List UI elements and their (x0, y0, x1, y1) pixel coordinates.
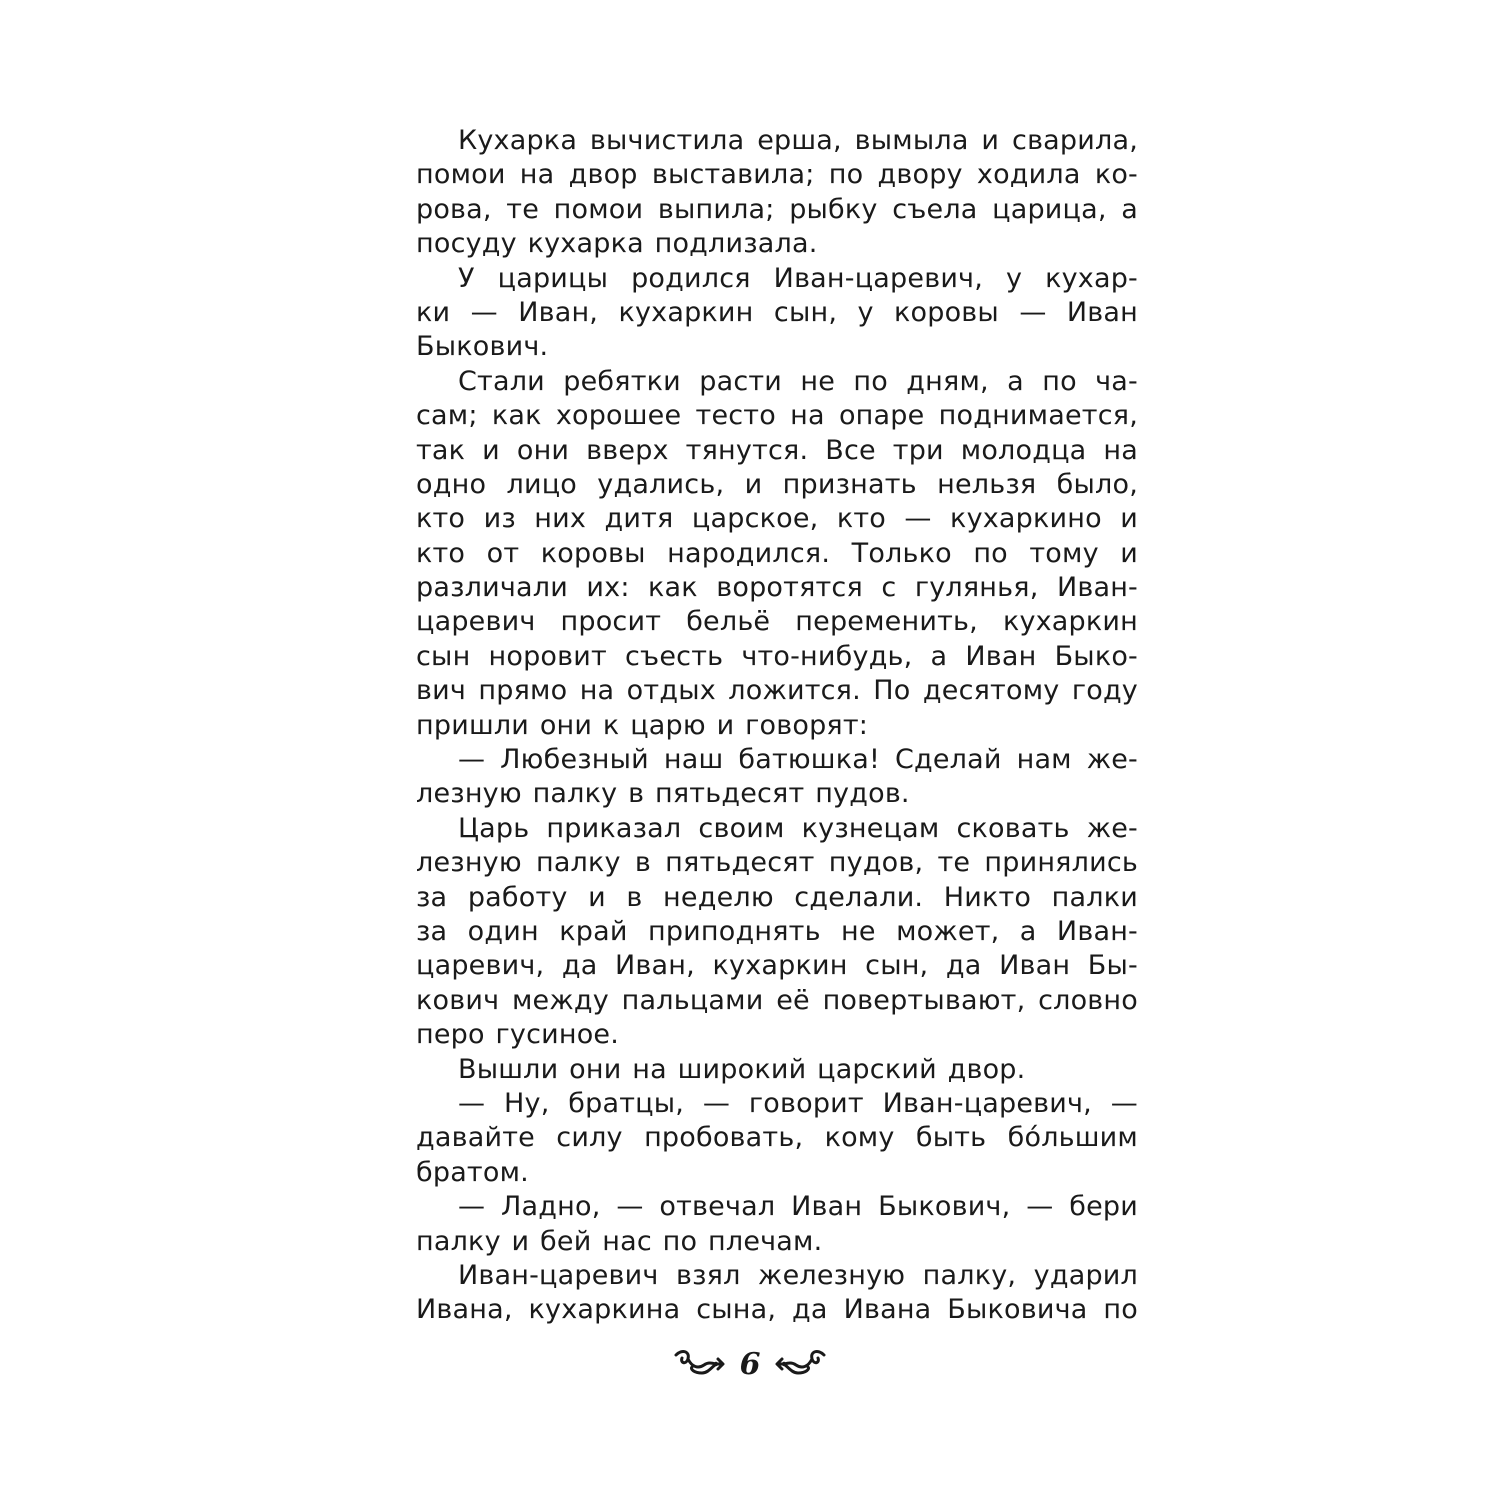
text-line: вич прямо на отдых ложится. По десятому году (416, 675, 1138, 707)
text-line: сын норовит съесть что-нибудь, а Иван Быко- (416, 640, 1138, 672)
text-line: лезную палку в пятьдесят пудов. (416, 778, 910, 810)
text-line: различали их: как воротятся с гулянья, Иван- (416, 572, 1138, 604)
text-line: рова, те помои выпила; рыбку съела царица, а (416, 193, 1138, 225)
right-ornament-icon (774, 1347, 828, 1381)
paragraph (416, 1259, 1138, 1328)
text-line: Ивана, кухаркина сына, да Ивана Быковича по (416, 1294, 1138, 1326)
text-line: одно лицо удались, и признать нельзя было, (416, 468, 1138, 500)
text-line: сам; как хорошее тесто на опаре поднимается, (416, 400, 1138, 432)
text-line: ки — Иван, кухаркин сын, у коровы — Иван (416, 296, 1138, 328)
text-line: кович между пальцами её повертывают, словно (416, 984, 1138, 1016)
text-line: посуду кухарка подлизала. (416, 228, 818, 260)
paragraph (416, 124, 1138, 262)
text-line: — Ладно, — отвечал Иван Быкович, — бери (458, 1191, 1138, 1223)
text-line: за один край приподнять не может, а Иван- (416, 915, 1138, 947)
page-text (416, 124, 1138, 1328)
paragraph (416, 365, 1138, 743)
text-line: кто из них дитя царское, кто — кухаркино и (416, 503, 1138, 535)
paragraph (416, 1053, 1138, 1087)
text-line: Стали ребятки расти не по дням, а по ча- (458, 365, 1138, 397)
page-footer (0, 1340, 1500, 1388)
text-line: братом. (416, 1156, 529, 1188)
text-line: перо гусиное. (416, 1019, 620, 1051)
text-line: Иван-царевич взял железную палку, ударил (458, 1259, 1138, 1291)
paragraph (416, 812, 1138, 1053)
text-line: царевич просит бельё переменить, кухаркин (416, 606, 1138, 638)
text-line: палку и бей нас по плечам. (416, 1225, 823, 1257)
text-line: так и они вверх тянутся. Все три молодца на (416, 434, 1138, 466)
text-line: давайте силу пробовать, кому быть бóльшим (416, 1122, 1138, 1154)
left-ornament-icon (672, 1347, 726, 1381)
text-line: пришли они к царю и говорят: (416, 709, 869, 741)
paragraph (416, 1190, 1138, 1259)
text-line: Царь приказал своим кузнецам сковать же- (458, 812, 1138, 844)
text-line: помои на двор выставила; по двору ходила ко- (416, 159, 1138, 191)
page-number: 6 (739, 1346, 761, 1382)
text-line: Кухарка вычистила ерша, вымыла и сварила, (458, 125, 1138, 156)
text-line: — Ну, братцы, — говорит Иван-царевич, — (458, 1087, 1138, 1119)
paragraph (416, 743, 1138, 812)
paragraph (416, 1087, 1138, 1190)
text-line: за работу и в неделю сделали. Никто палки (416, 881, 1138, 913)
text-line: Быкович. (416, 331, 549, 363)
text-line: кто от коровы народился. Только по тому и (416, 537, 1138, 569)
paragraph (416, 262, 1138, 365)
text-line: лезную палку в пятьдесят пудов, те принялись (416, 847, 1138, 879)
text-line: — Любезный наш батюшка! Сделай нам же- (458, 744, 1138, 776)
text-line: Вышли они на широкий царский двор. (458, 1053, 1026, 1085)
text-line: царевич, да Иван, кухаркин сын, да Иван Бы- (416, 950, 1138, 982)
text-line: У царицы родился Иван-царевич, у кухар- (458, 262, 1138, 294)
